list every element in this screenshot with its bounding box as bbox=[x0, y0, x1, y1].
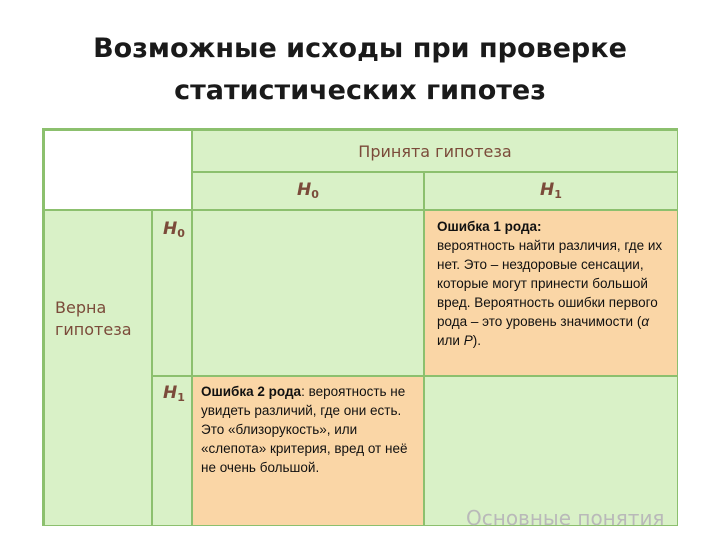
true-hypothesis-label: Верна гипотеза bbox=[55, 298, 132, 339]
cell-type-2-error bbox=[192, 376, 424, 526]
corner-blank bbox=[44, 130, 192, 210]
type-2-error-title: Ошибка 2 рода bbox=[201, 384, 302, 399]
accepted-hypothesis-header bbox=[192, 130, 678, 172]
row-h0-label: $H_0$ bbox=[163, 219, 185, 240]
cell-h0-h0-correct bbox=[192, 210, 424, 376]
type-2-error-text: Ошибка 2 рода: вероятность не увидеть различий, где они есть. Это «близорукость», или «слепота» критерия, вред от неё не очень большой. bbox=[201, 384, 408, 475]
title-line-1: Возможные исходы при проверке bbox=[93, 33, 627, 64]
type-1-error-text: вероятность найти различия, где их нет. Это – нездоровые сенсации, которые могут принести большой вред. Вероятность ошибки первого рода – это уровень значимости (α или P). bbox=[437, 238, 663, 348]
col-h0-label: $H_0$ bbox=[297, 180, 319, 201]
type-1-error-title: Ошибка 1 рода: bbox=[437, 219, 542, 234]
accepted-hypothesis-label: Принята гипотеза bbox=[358, 142, 512, 161]
row-h1-label: $H_1$ bbox=[163, 383, 185, 404]
outcomes-table bbox=[42, 128, 678, 526]
true-hypothesis-header bbox=[44, 210, 152, 526]
slide-title bbox=[40, 28, 680, 112]
title-line-2: статистических гипотез bbox=[174, 75, 546, 106]
alpha-symbol: α bbox=[641, 314, 650, 329]
col-header-h1 bbox=[424, 172, 678, 210]
row-header-h1 bbox=[152, 376, 192, 526]
row-header-h0 bbox=[152, 210, 192, 376]
p-symbol: P bbox=[463, 333, 473, 348]
watermark-text: Основные понятия bbox=[466, 506, 665, 530]
col-header-h0 bbox=[192, 172, 424, 210]
col-h1-label: $H_1$ bbox=[540, 180, 562, 201]
cell-h1-h1-correct bbox=[424, 376, 678, 526]
cell-type-1-error bbox=[424, 210, 678, 376]
